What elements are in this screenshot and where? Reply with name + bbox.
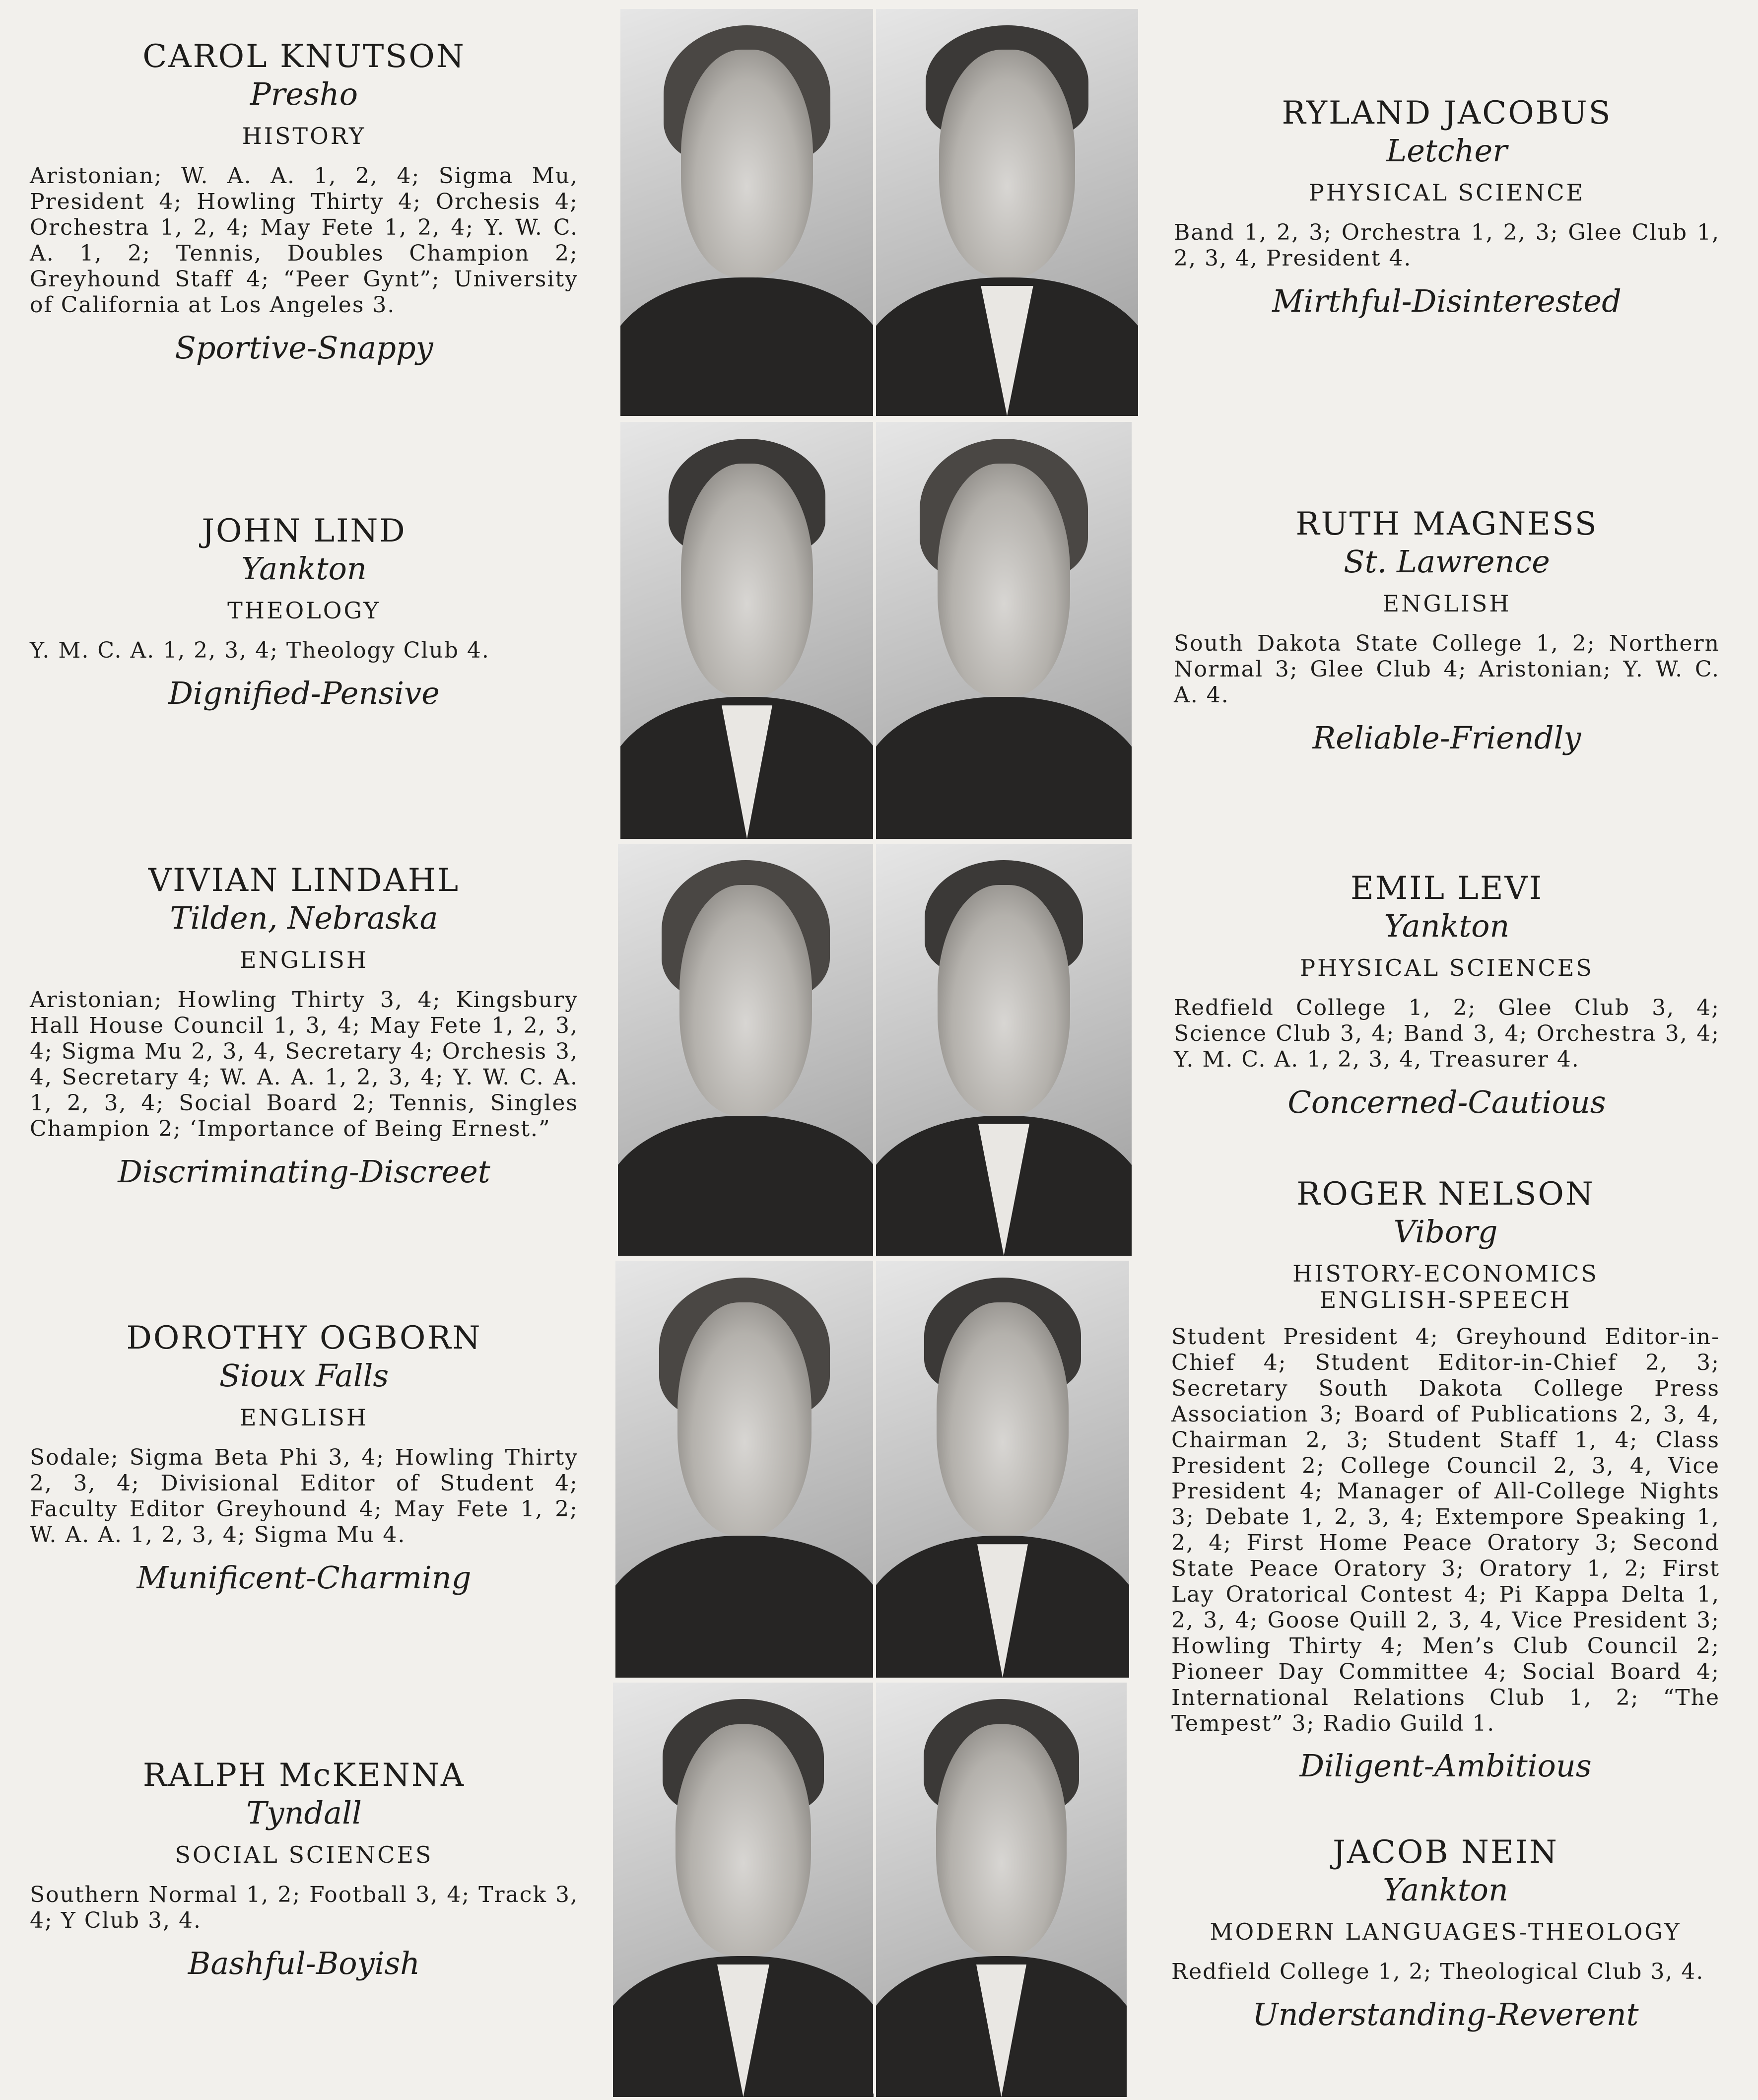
student-activities: Redfield College 1, 2; Theological Club 3, 4. <box>1171 1959 1704 1985</box>
portrait-ralph-mckenna <box>613 1683 874 2097</box>
student-activities: South Dakota State College 1, 2; Northern Normal 3; Glee Club 4; Aristonian; Y. W. C. A. 4. <box>1174 631 1720 708</box>
student-department: MODERN LANGUAGES-THEOLOGY <box>1210 1918 1682 1946</box>
portrait-vivian-lindahl <box>618 844 874 1256</box>
portrait-roger-nelson <box>876 1261 1129 1678</box>
student-activities: Sodale; Sigma Beta Phi 3, 4; Howling Thirty 2, 3, 4; Divisional Editor of Student 4; Faculty Editor Greyhound 4; May Fete 1, 2; W. A. A. 1, 2, 3, 4; Sigma Mu 4. <box>30 1445 578 1548</box>
student-activities: Student President 4; Greyhound Editor-in-Chief 4; Student Editor-in-Chief 2, 3; Secretary South Dakota College Press Association 3; Board of Publications 2, 3, 4, Chairman 2, 3; Student Staff 1, 4; Class President 2; College Council 2, 3, 4, Vice President 4; Manager of All-College Nights 3; Debate 1, 2, 3, 4; Extempore Speaking 1, 2, 4; First Home Peace Oratory 3; Second State Peace Oratory 3; Oratory 1, 2; First Lay Oratorical Contest 4; Pi Kappa Delta 1, 2, 3, 4; Goose Quill 2, 3, 4, Vice President 3; Howling Thirty 4; Men’s Club Council 2; Pioneer Day Committee 4; Social Board 4; International Relations Club 1, 2; “The Tempest” 3; Radio Guild 1. <box>1171 1324 1720 1736</box>
entry-john-lind <box>30 515 578 710</box>
student-department: ENGLISH <box>240 947 368 974</box>
student-department: HISTORY <box>242 123 366 150</box>
photo-face <box>681 464 812 697</box>
student-traits: Dignified-Pensive <box>168 675 440 711</box>
student-hometown: Yankton <box>1383 1872 1508 1908</box>
student-activities: Southern Normal 1, 2; Football 3, 4; Track 3, 4; Y Club 3, 4. <box>30 1882 578 1933</box>
student-hometown: St. Lawrence <box>1344 543 1550 580</box>
student-traits: Discriminating-Discreet <box>118 1153 490 1190</box>
student-department: THEOLOGY <box>227 597 381 624</box>
student-department <box>1171 1261 1720 1313</box>
student-name: DOROTHY OGBORN <box>126 1320 482 1356</box>
student-department-line: HISTORY-ECONOMICS <box>1292 1260 1599 1287</box>
student-hometown: Tyndall <box>246 1795 362 1831</box>
portrait-ruth-magness <box>876 422 1132 839</box>
entry-vivian-lindahl <box>30 862 578 1190</box>
entry-ruth-magness <box>1174 508 1720 755</box>
photo-face <box>938 464 1071 697</box>
student-traits: Munificent-Charming <box>136 1559 472 1596</box>
student-traits: Sportive-Snappy <box>175 329 433 366</box>
student-traits: Understanding-Reverent <box>1252 1996 1639 2032</box>
portrait-john-lind <box>620 422 874 839</box>
photo-face <box>939 50 1076 277</box>
photo-face <box>676 1724 811 1957</box>
student-name: EMIL LEVI <box>1350 870 1544 907</box>
photo-face <box>937 1302 1068 1536</box>
student-hometown: Tilden, Nebraska <box>170 900 438 936</box>
student-name: ROGER NELSON <box>1296 1176 1595 1213</box>
photo-shoulders <box>876 697 1132 839</box>
student-traits: Diligent-Ambitious <box>1299 1748 1592 1784</box>
student-name: VIVIAN LINDAHL <box>148 862 460 899</box>
entry-roger-nelson <box>1171 1178 1720 1783</box>
student-traits: Bashful-Boyish <box>188 1945 420 1981</box>
student-department: SOCIAL SCIENCES <box>175 1841 433 1869</box>
student-hometown: Yankton <box>241 550 367 587</box>
student-name: RUTH MAGNESS <box>1295 506 1598 542</box>
photo-divider <box>873 9 876 2094</box>
photo-shoulders <box>615 1536 874 1678</box>
student-hometown: Letcher <box>1386 133 1507 169</box>
student-activities: Y. M. C. A. 1, 2, 3, 4; Theology Club 4. <box>30 638 490 664</box>
student-name: CAROL KNUTSON <box>142 38 466 75</box>
student-hometown: Viborg <box>1393 1214 1498 1250</box>
student-traits: Reliable-Friendly <box>1312 719 1581 756</box>
student-traits: Mirthful-Disinterested <box>1272 282 1622 319</box>
portrait-emil-levi <box>876 844 1132 1256</box>
photo-shoulders <box>620 277 874 416</box>
photo-face <box>677 1302 811 1536</box>
student-department: ENGLISH <box>1382 590 1511 617</box>
entry-ryland-jacobus <box>1174 97 1720 318</box>
photo-shoulders <box>618 1116 874 1256</box>
student-activities: Aristonian; W. A. A. 1, 2, 4; Sigma Mu, President 4; Howling Thirty 4; Orchesis 4; Orchestra 1, 2, 4; May Fete 1, 2, 4; Y. W. C. A. 1, 2; Tennis, Doubles Champion 2; Greyhound Staff 4; “Peer Gynt”; University of California at Los Angeles 3. <box>30 163 578 318</box>
photo-face <box>936 1724 1067 1957</box>
entry-emil-levi <box>1174 870 1720 1120</box>
student-department-line: ENGLISH-SPEECH <box>1319 1287 1572 1314</box>
student-activities: Aristonian; Howling Thirty 3, 4; Kingsbury Hall House Council 1, 3, 4; May Fete 1, 2, 3, 4; Sigma Mu 2, 3, 4, Secretary 4; Orchesis 3, 4, Secretary 4; W. A. A. 1, 2, 3, 4; Y. W. C. A. 1, 2, 3, 4; Social Board 2; Tennis, Singles Champion 2; ‘Importance of Being Ernest.” <box>30 987 578 1142</box>
student-name: JACOB NEIN <box>1333 1834 1558 1871</box>
student-department: PHYSICAL SCIENCES <box>1300 954 1594 982</box>
student-department: PHYSICAL SCIENCE <box>1308 179 1585 206</box>
photo-face <box>681 50 812 277</box>
portrait-ryland-jacobus <box>876 9 1138 416</box>
photo-face <box>679 885 812 1116</box>
student-activities: Band 1, 2, 3; Orchestra 1, 2, 3; Glee Club 1, 2, 3, 4, President 4. <box>1174 220 1720 271</box>
entry-ralph-mckenna <box>30 1757 578 1981</box>
student-name: RALPH McKENNA <box>142 1757 466 1794</box>
student-name: RYLAND JACOBUS <box>1282 95 1612 132</box>
student-department: ENGLISH <box>240 1404 368 1431</box>
student-activities: Redfield College 1, 2; Glee Club 3, 4; Science Club 3, 4; Band 3, 4; Orchestra 3, 4; Y. M. C. A. 1, 2, 3, 4, Treasurer 4. <box>1174 995 1720 1072</box>
student-hometown: Yankton <box>1384 908 1510 944</box>
student-name: JOHN LIND <box>202 513 406 549</box>
portrait-jacob-nein <box>876 1683 1127 2097</box>
student-traits: Concerned-Cautious <box>1287 1084 1606 1120</box>
entry-dorothy-ogborn <box>30 1322 578 1595</box>
portrait-dorothy-ogborn <box>615 1261 874 1678</box>
entry-jacob-nein <box>1171 1836 1720 2032</box>
entry-carol-knutson <box>30 38 578 366</box>
portrait-carol-knutson <box>620 9 874 416</box>
student-hometown: Presho <box>250 76 358 112</box>
student-hometown: Sioux Falls <box>219 1357 389 1394</box>
photo-face <box>938 885 1071 1116</box>
